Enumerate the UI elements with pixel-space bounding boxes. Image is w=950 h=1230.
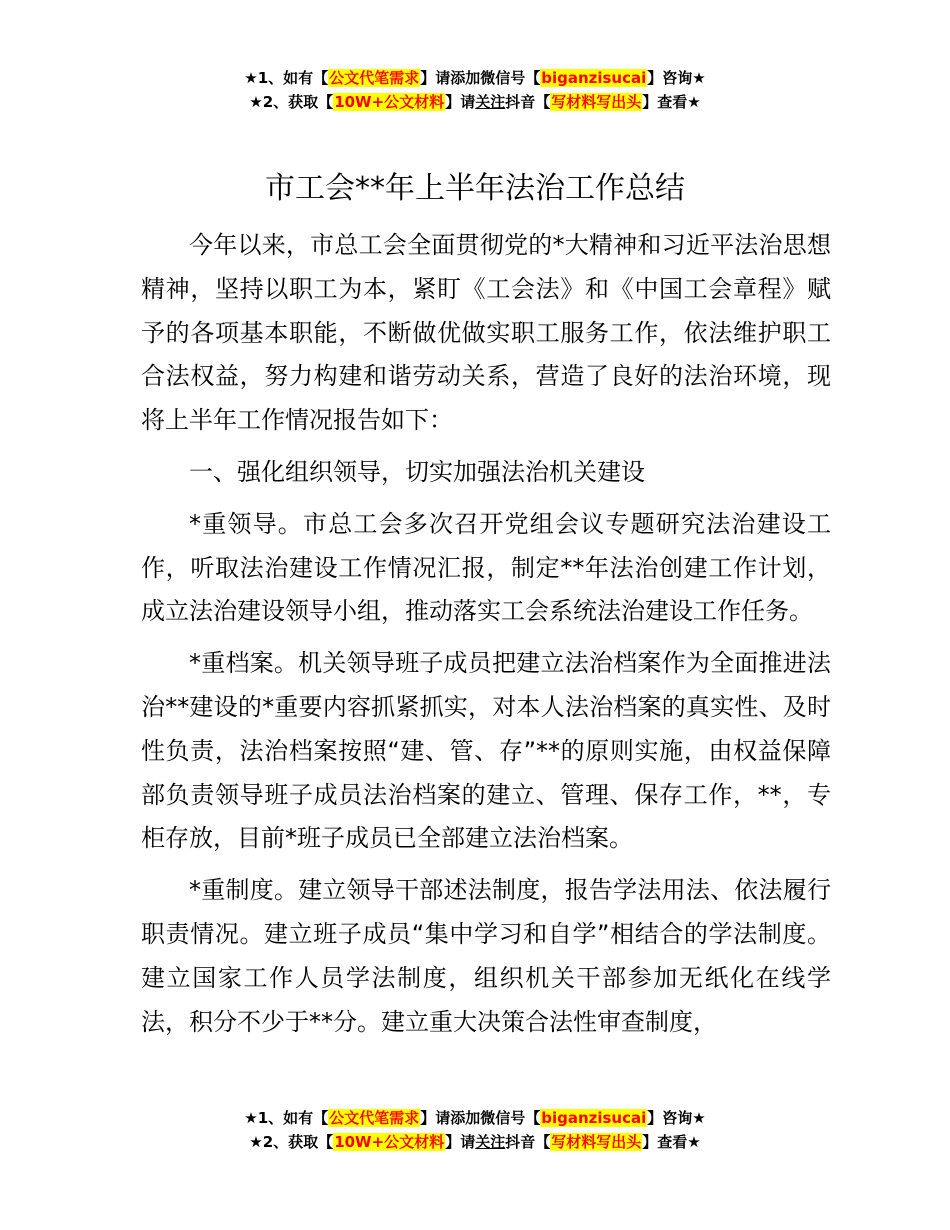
- banner-highlight-materials: 10W+公文材料: [334, 1133, 445, 1151]
- paragraph-intro: 今年以来，市总工会全面贯彻党的*大精神和习近平法治思想精神，坚持以职工为本，紧盯《工会法》和《中国工会章程》赋予的各项基本职能，不断做优做实职工服务工作，依法维护职工合法权益，努力构建和谐劳动关系，营造了良好的法治环境，现将上半年工作情况报告如下：: [141, 231, 831, 435]
- banner-text: 】请添加微信号【: [420, 1109, 541, 1127]
- banner-highlight-service: 公文代笔需求: [329, 1109, 420, 1127]
- banner-text: 抖音【: [505, 93, 551, 111]
- banner-text: 】查看★: [642, 93, 701, 111]
- banner-line-1: [0, 66, 950, 90]
- banner-text: 】请添加微信号【: [420, 69, 541, 87]
- banner-line-2: [0, 1130, 950, 1154]
- document-body: [141, 224, 831, 1052]
- banner-text: ★2、获取【: [249, 93, 334, 111]
- paragraph-archives: *重档案。机关领导班子成员把建立法治档案作为全面推进法治**建设的*重要内容抓紧抓实，对本人法治档案的真实性、及时性负责，法治档案按照“建、管、存”**的原则实施，由权益保障部负责领导班子成员法治档案的建立、管理、保存工作，**，专柜存放，目前*班子成员已全部建立法治档案。: [141, 649, 831, 853]
- banner-highlight-douyin: 写材料写出头: [551, 1133, 642, 1151]
- section-heading-1: 一、强化组织领导，切实加强法治机关建设: [189, 457, 645, 486]
- banner-text: 】请: [445, 1133, 476, 1151]
- document-title: 市工会**年上半年法治工作总结: [265, 171, 685, 206]
- banner-text: 】咨询★: [647, 69, 706, 87]
- banner-text: ★1、如有【: [244, 1109, 329, 1127]
- banner-text: 】咨询★: [647, 1109, 706, 1127]
- banner-highlight-douyin: 写材料写出头: [551, 93, 642, 111]
- banner-highlight-wechat: biganzisucai: [541, 69, 647, 87]
- banner-line-2: [0, 90, 950, 114]
- paragraph-leadership: *重领导。市总工会多次召开党组会议专题研究法治建设工作，听取法治建设工作情况汇报，制定**年法治创建工作计划，成立法治建设领导小组，推动落实工会系统法治建设工作任务。: [141, 509, 831, 626]
- banner-line-1: [0, 1106, 950, 1130]
- banner-text: ★2、获取【: [249, 1133, 334, 1151]
- banner-highlight-wechat: biganzisucai: [541, 1109, 647, 1127]
- footer-banner: [0, 1106, 950, 1154]
- banner-text: 】请: [445, 93, 476, 111]
- banner-text: ★1、如有【: [244, 69, 329, 87]
- banner-highlight-materials: 10W+公文材料: [334, 93, 445, 111]
- banner-text: 抖音【: [505, 1133, 551, 1151]
- banner-text: 】查看★: [642, 1133, 701, 1151]
- paragraph-system: *重制度。建立领导干部述法制度，报告学法用法、依法履行职责情况。建立班子成员“集中学习和自学”相结合的学法制度。建立国家工作人员学法制度，组织机关干部参加无纸化在线学法，积分不少于**分。建立重大决策合法性审查制度，: [141, 876, 831, 1036]
- banner-underlined-follow: 关注: [475, 1133, 506, 1151]
- banner-underlined-follow: 关注: [475, 93, 506, 111]
- banner-highlight-service: 公文代笔需求: [329, 69, 420, 87]
- header-banner: [0, 66, 950, 114]
